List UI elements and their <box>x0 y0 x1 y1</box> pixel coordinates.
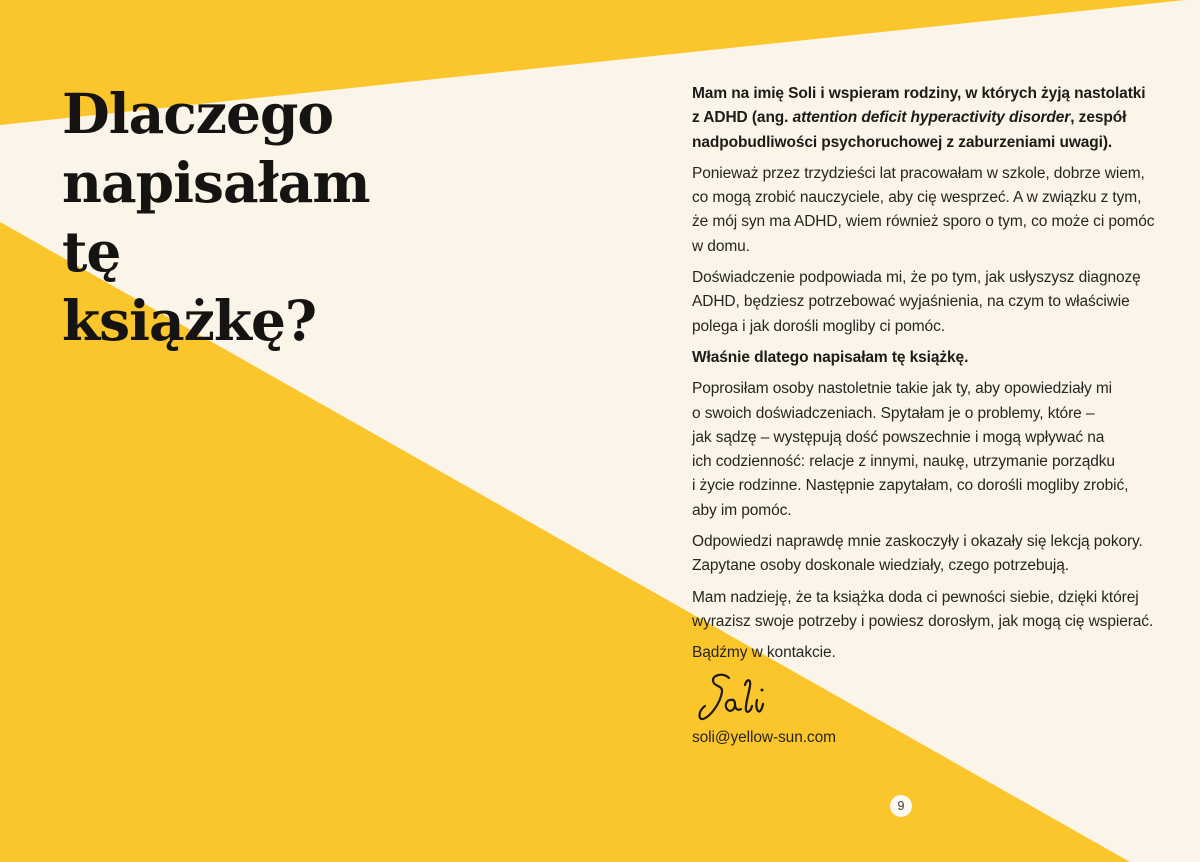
paragraph <box>692 266 1162 339</box>
text-line: Zapytane osoby doskonale wiedziały, czego potrzebują. <box>692 557 1069 575</box>
text-line: Poprosiłam osoby nastoletnie takie jak ty, aby opowiedziały mi <box>692 380 1112 398</box>
signature-letter-s <box>699 674 729 718</box>
text-line: Doświadczenie podpowiada mi, że po tym, jak usłyszysz diagnozę <box>692 269 1141 287</box>
signature-i-dot <box>761 688 764 691</box>
text-line: co mogą zrobić nauczyciele, aby cię wesprzeć. A w związku z tym, <box>692 189 1142 207</box>
text-line: aby im pomóc. <box>692 501 792 519</box>
signature-letter-i <box>756 700 763 712</box>
chapter-title-line: tę <box>62 219 121 284</box>
text-line: nadpobudliwości psychoruchowej z zaburzeniami uwagi). <box>692 133 1113 151</box>
page-number-badge <box>890 795 912 817</box>
paragraph <box>692 530 1162 579</box>
text-line: Właśnie dlatego napisałam tę książkę. <box>692 348 969 366</box>
text-line: ADHD, będziesz potrzebować wyjaśnienia, na czym to właściwie <box>692 293 1130 311</box>
text-line: polega i jak dorośli mogliby ci pomóc. <box>692 317 945 335</box>
text-line: ich codzienność: relacje z innymi, naukę, utrzymanie porządku <box>692 453 1115 471</box>
chapter-title-line: napisałam <box>62 150 370 215</box>
text-line: jak sądzę – występują dość powszechnie i mogą wpływać na <box>692 428 1105 446</box>
text-line: Mam na imię Soli i wspieram rodziny, w których żyją nastolatki <box>692 85 1146 102</box>
chapter-title-line: Dlaczego <box>62 81 334 146</box>
chapter-title-line: książkę? <box>62 288 317 353</box>
text-line: Mam nadzieję, że ta książka doda ci pewności siebie, dzięki której <box>692 588 1139 606</box>
text-line: z ADHD (ang. attention deficit hyperactivity disorder, zespół <box>692 109 1127 127</box>
paragraph <box>692 641 1162 665</box>
text-line: Bądźmy w kontakcie. <box>692 644 836 662</box>
text-line: że mój syn ma ADHD, wiem również sporo o tym, co może ci pomóc <box>692 213 1155 231</box>
text-line: o swoich doświadczeniach. Spytałam je o problemy, które – <box>692 404 1095 422</box>
paragraph <box>692 82 1162 155</box>
paragraph <box>692 377 1162 523</box>
paragraph <box>692 162 1162 259</box>
text-line: w domu. <box>692 237 750 255</box>
paragraph <box>692 346 1162 370</box>
chapter-title <box>62 79 370 355</box>
signature-letter-o <box>726 699 741 710</box>
page-number: 9 <box>897 799 905 813</box>
text-line: i życie rodzinne. Następnie zapytałam, co dorośli mogliby zrobić, <box>692 477 1129 495</box>
contact-email[interactable]: soli@yellow-sun.com <box>692 728 836 746</box>
paragraph <box>692 586 1162 635</box>
text-line: Ponieważ przez trzydzieści lat pracowałam w szkole, dobrze wiem, <box>692 164 1145 182</box>
signature-letter-l <box>745 680 752 712</box>
text-line: wyrazisz swoje potrzeby i powiesz dorosłym, jak mogą cię wspierać. <box>692 612 1154 630</box>
handwritten-signature-soli <box>696 673 770 723</box>
body-column <box>692 82 1162 750</box>
text-line: Odpowiedzi naprawdę mnie zaskoczyły i okazały się lekcją pokory. <box>692 533 1143 551</box>
